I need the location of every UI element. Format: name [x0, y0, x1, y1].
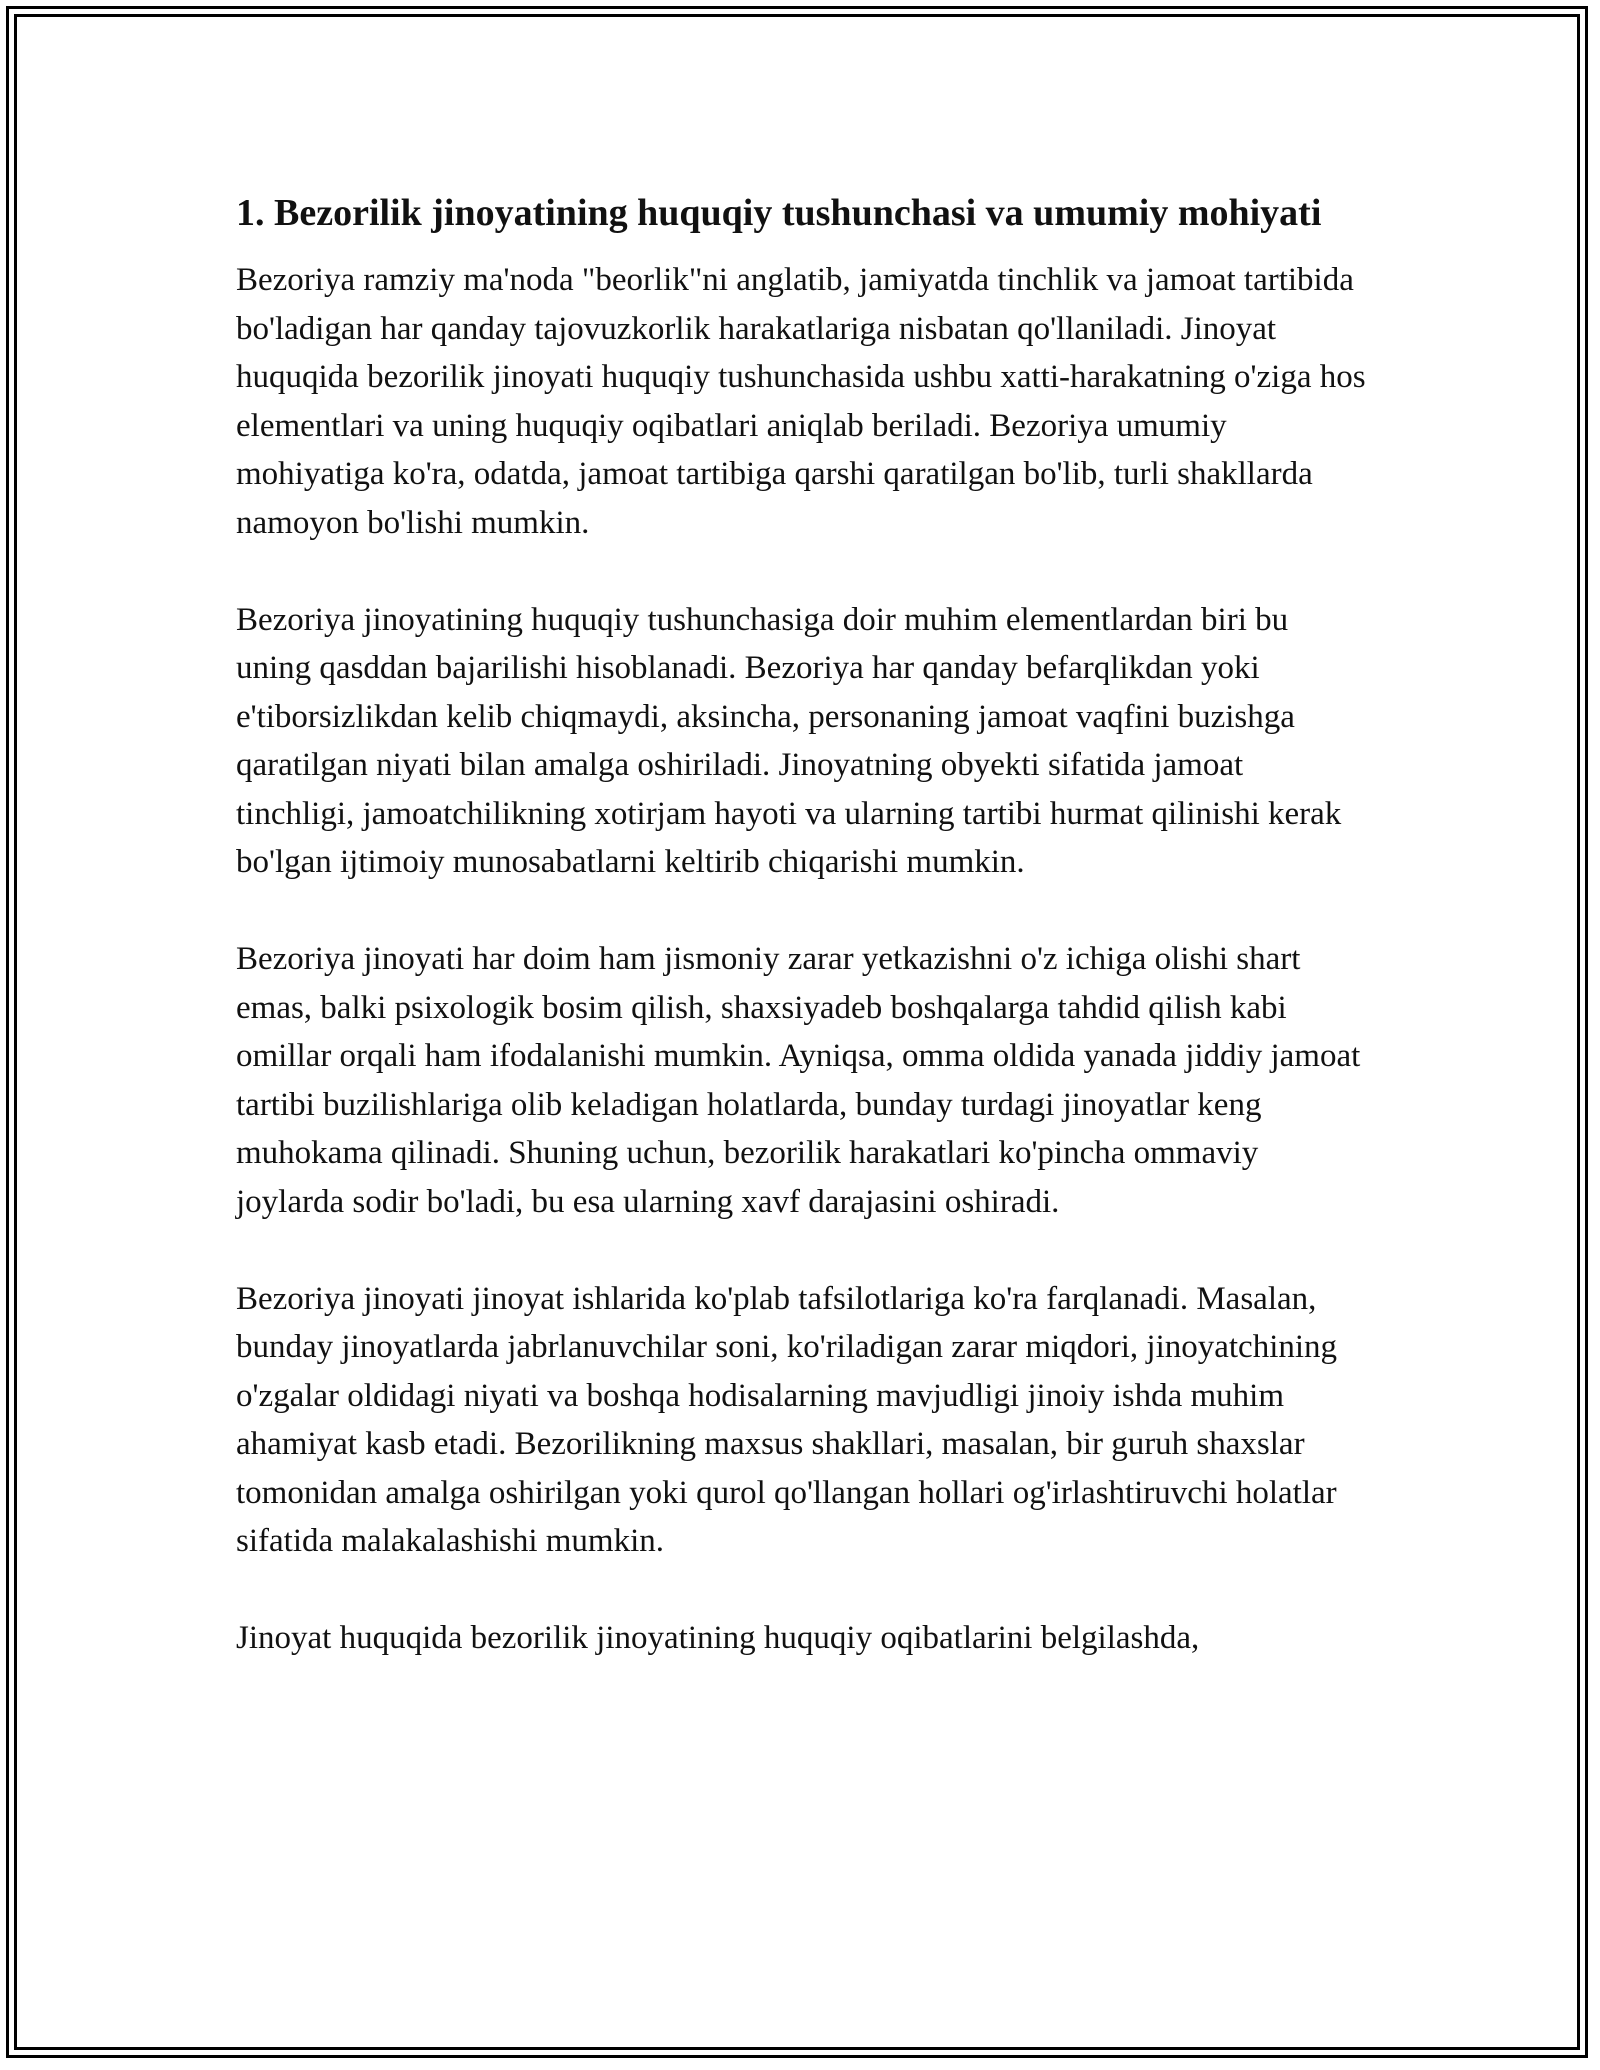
paragraph-3: Bezoriya jinoyati har doim ham jismoniy zarar yetkazishni o'z ichiga olishi shart emas, balki psixologik bosim qilish, shaxsiyadeb boshqalarga tahdid qilish kabi omillar orqali ham ifodalanishi mumkin. Ayniqsa, omma oldida yanada jiddiy jamoat tartibi buzilishlariga olib keladigan holatlarda, bunday turdagi jinoyatlar keng muhokama qilinadi. Shuning uchun, bezorilik harakatlari ko'pincha ommaviy joylarda sodir bo'ladi, bu esa ularning xavf darajasini oshiradi. — [236, 941, 1361, 1220]
paragraph-4: Bezoriya jinoyati jinoyat ishlarida ko'plab tafsilotlariga ko'ra farqlanadi. Masalan, bunday jinoyatlarda jabrlanuvchilar soni, ko'riladigan zarar miqdori, jinoyatchining o'zgalar oldidagi niyati va boshqa hodisalarning mavjudligi jinoiy ishda muhim ahamiyat kasb etadi. Bezorilikning maxsus shakllari, masalan, bir guruh shaxslar tomonidan amalga oshirilgan yoki qurol qo'llangan hollari og'irlashtiruvchi holatlar sifatida malakalashishi mumkin. — [236, 1280, 1338, 1559]
document-body — [236, 186, 1366, 1663]
paragraph-1: Bezoriya ramziy ma'noda "beorlik"ni anglatib, jamiyatda tinchlik va jamoat tartibida bo'ladigan har qanday tajovuzkorlik harakatlariga nisbatan qo'llaniladi. Jinoyat huquqida bezorilik jinoyati huquqiy tushunchasida ushbu xatti-harakatning o'ziga hos elementlari va uning huquqiy oqibatlari aniqlab beriladi. Bezoriya umumiy mohiyatiga ko'ra, odatda, jamoat tartibiga qarshi qaratilgan bo'lib, turli shakllarda namoyon bo'lishi mumkin. — [236, 262, 1366, 541]
paragraph-2: Bezoriya jinoyatining huquqiy tushunchasiga doir muhim elementlardan biri bu uning qasddan bajarilishi hisoblanadi. Bezoriya har qanday befarqlikdan yoki e'tiborsizlikdan kelib chiqmaydi, aksincha, personaning jamoat vaqfini buzishga qaratilgan niyati bilan amalga oshiriladi. Jinoyatning obyekti sifatida jamoat tinchligi, jamoatchilikning xotirjam hayoti va ularning tartibi hurmat qilinishi kerak bo'lgan ijtimoiy munosabatlarni keltirib chiqarishi mumkin. — [236, 601, 1342, 880]
paragraph-5: Jinoyat huquqida bezorilik jinoyatining huquqiy oqibatlarini belgilashda, — [236, 1620, 1200, 1656]
section-heading: 1. Bezorilik jinoyatining huquqiy tushunchasi va umumiy mohiyati — [236, 192, 1322, 234]
